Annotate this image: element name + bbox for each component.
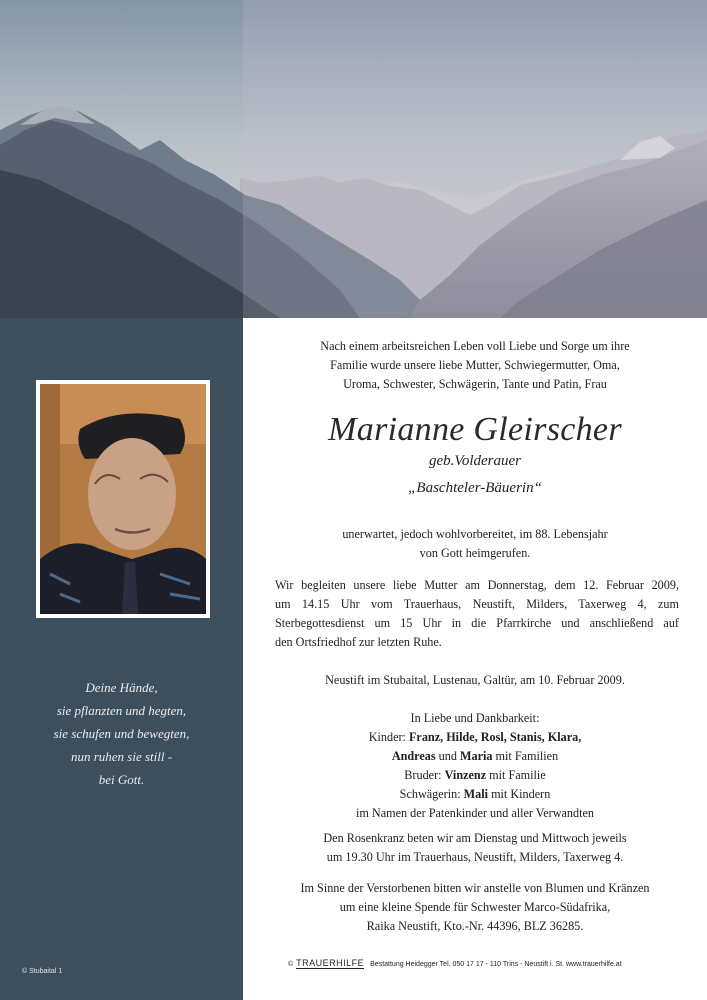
nickname: „Baschteler-Bäuerin“ xyxy=(408,480,542,496)
birth-name: geb.Volderauer xyxy=(428,453,522,469)
funeral-line: Wir begleiten unsere liebe Mutter am Donnerstag, dem 12. Februar 2009, xyxy=(275,578,679,592)
poem xyxy=(0,676,243,791)
funeral-line: um 14.15 Uhr vom Trauerhaus, Neustift, Milders, Taxerweg 4, zum xyxy=(275,597,679,611)
mourners-brother xyxy=(243,766,707,785)
mourners-others: im Namen der Patenkinder und aller Verwandten xyxy=(355,806,595,820)
mourners-list xyxy=(243,709,707,823)
donation-line: Raika Neustift, Kto.-Nr. 44396, BLZ 36285. xyxy=(366,919,584,933)
rosary-text xyxy=(243,829,707,867)
donation-text xyxy=(243,879,707,936)
children-names: Franz, Hilde, Rosl, Stanis, Klara, xyxy=(408,730,582,744)
place-date: Neustift im Stubaital, Lustenau, Galtür, am 10. Februar 2009. xyxy=(325,673,625,687)
footer xyxy=(288,958,688,968)
poem-line: nun ruhen sie still - xyxy=(70,749,173,764)
copyright-symbol: © xyxy=(288,961,294,968)
called-line: unerwartet, jedoch wohlvorbereitet, im 88. Lebensjahr xyxy=(342,527,608,541)
donation-line: um eine kleine Spende für Schwester Marco-Südafrika, xyxy=(339,900,611,914)
brother-name: Vinzenz xyxy=(444,768,487,782)
photo-copyright: © Stubaital 1 xyxy=(22,968,63,975)
called-home-text xyxy=(243,525,707,563)
mountain-photo xyxy=(0,0,707,318)
sister-suffix: mit Kindern xyxy=(491,787,551,801)
children-suffix: mit Familien xyxy=(495,749,559,763)
funeral-text xyxy=(275,576,679,652)
rosary-line: Den Rosenkranz beten wir am Dienstag und Mittwoch jeweils xyxy=(323,831,627,845)
intro-line: Familie wurde unsere liebe Mutter, Schwiegermutter, Oma, xyxy=(330,358,620,372)
portrait-photo xyxy=(40,384,206,614)
poem-line: bei Gott. xyxy=(98,772,145,787)
donation-line: Im Sinne der Verstorbenen bitten wir anstelle von Blumen und Kränzen xyxy=(300,881,650,895)
poem-line: Deine Hände, xyxy=(85,680,158,695)
sister-label: Schwägerin: xyxy=(399,787,461,801)
child-name: Maria xyxy=(459,749,493,763)
rosary-line: um 19.30 Uhr im Trauerhaus, Neustift, Milders, Taxerweg 4. xyxy=(326,850,624,864)
sister-name: Mali xyxy=(463,787,489,801)
called-line: von Gott heimgerufen. xyxy=(419,546,531,560)
funeral-line: den Ortsfriedhof zur letzten Ruhe. xyxy=(275,635,442,649)
poem-line: sie pflanzten und hegten, xyxy=(56,703,187,718)
mourners-children-line1 xyxy=(243,728,707,747)
mourners-sister xyxy=(243,785,707,804)
footer-contact: Bestattung Heidegger Tel. 050 17 17 - 110 Trins - Neustift i. St. www.trauerhilfe.at xyxy=(370,961,622,968)
and-word: und xyxy=(438,749,457,763)
poem-line: sie schufen und bewegten, xyxy=(53,726,190,741)
intro-line: Nach einem arbeitsreichen Leben voll Liebe und Sorge um ihre xyxy=(320,339,630,353)
trauerhilfe-logo: TRAUERHILFE xyxy=(296,958,365,968)
mourners-heading: In Liebe und Dankbarkeit: xyxy=(410,711,540,725)
funeral-line: Sterbegottesdienst um 15 Uhr in die Pfarrkirche und anschließend auf xyxy=(275,616,679,630)
mourners-children-line2 xyxy=(243,747,707,766)
intro-line: Uroma, Schwester, Schwägerin, Tante und Patin, Frau xyxy=(343,377,607,391)
portrait-frame xyxy=(36,380,210,618)
child-name: Andreas xyxy=(391,749,436,763)
brother-label: Bruder: xyxy=(404,768,442,782)
brother-suffix: mit Familie xyxy=(489,768,546,782)
intro-text xyxy=(243,337,707,394)
deceased-name: Marianne Gleirscher xyxy=(328,411,622,448)
children-label: Kinder: xyxy=(368,730,406,744)
